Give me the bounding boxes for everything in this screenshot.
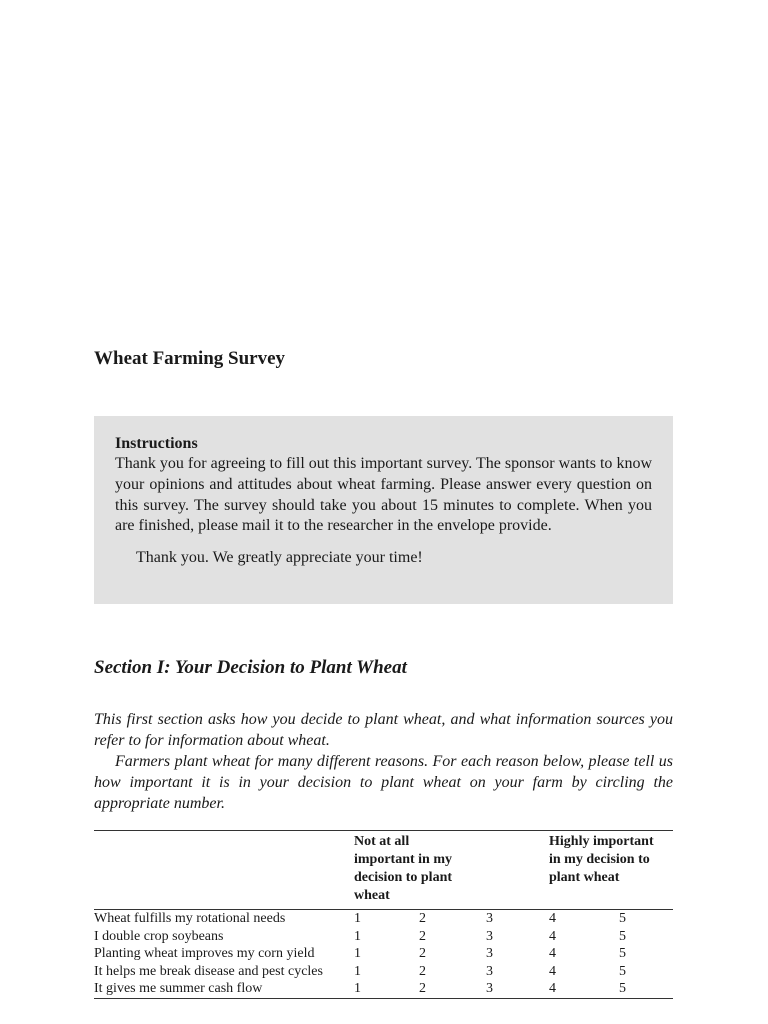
header-highly-important-text: Highly important in my decision to plant wheat <box>549 834 654 885</box>
rating-2[interactable]: 2 <box>419 946 426 961</box>
rating-5[interactable]: 5 <box>619 963 626 979</box>
table-row <box>94 928 673 946</box>
rating-3[interactable]: 3 <box>486 981 493 996</box>
page-title: Wheat Farming Survey <box>94 348 286 369</box>
rating-2[interactable]: 2 <box>419 911 426 926</box>
rating-4[interactable]: 4 <box>549 928 556 944</box>
header-highly-important <box>549 831 673 910</box>
table-header-row <box>94 831 673 910</box>
rating-2[interactable]: 2 <box>419 981 426 996</box>
table-row <box>94 945 673 963</box>
header-not-important-text: Not at all important in my decision to plant wheat <box>354 834 453 903</box>
rating-2[interactable]: 2 <box>419 963 426 979</box>
table-row <box>94 910 673 928</box>
table-row <box>94 980 673 998</box>
rating-4[interactable]: 4 <box>549 981 556 996</box>
rating-2[interactable]: 2 <box>419 928 426 944</box>
rating-1[interactable]: 1 <box>354 946 361 961</box>
header-not-important <box>354 831 486 910</box>
header-reason <box>94 831 354 910</box>
rating-1[interactable]: 1 <box>354 928 361 944</box>
instructions-heading: Instructions <box>115 435 198 452</box>
intro-paragraph-2: Farmers plant wheat for many different reasons. For each reason below, please tell us how important it is in your decision to plant wheat on your farm by circling the appropriate number. <box>94 753 673 812</box>
reason-label: It gives me summer cash flow <box>94 981 263 996</box>
rating-3[interactable]: 3 <box>486 911 493 926</box>
instructions-thanks: Thank you. We greatly appreciate your time! <box>136 549 423 567</box>
rating-5[interactable]: 5 <box>619 946 626 961</box>
rating-1[interactable]: 1 <box>354 981 361 996</box>
rating-4[interactable]: 4 <box>549 911 556 926</box>
rating-5[interactable]: 5 <box>619 928 626 944</box>
reason-label: It helps me break disease and pest cycles <box>94 963 323 979</box>
table-row <box>94 963 673 981</box>
rating-3[interactable]: 3 <box>486 946 493 961</box>
reason-label: I double crop soybeans <box>94 928 224 944</box>
importance-table <box>94 830 673 999</box>
rating-1[interactable]: 1 <box>354 963 361 979</box>
reason-label: Planting wheat improves my corn yield <box>94 946 315 961</box>
rating-1[interactable]: 1 <box>354 911 361 926</box>
reason-label: Wheat fulfills my rotational needs <box>94 911 286 926</box>
rating-3[interactable]: 3 <box>486 963 493 979</box>
intro-paragraph-1: This first section asks how you decide to plant wheat, and what information sources you refer to for information about wheat. <box>94 711 673 749</box>
section-intro <box>94 709 673 814</box>
rating-3[interactable]: 3 <box>486 928 493 944</box>
instructions-box <box>94 416 673 604</box>
section-title: Section I: Your Decision to Plant Wheat <box>94 657 407 678</box>
instructions-body: Thank you for agreeing to fill out this important survey. The sponsor wants to know your opinions and attitudes about wheat farming. Please answer every question on this survey. The survey should take you about 15 minutes to complete. When you are finished, please mail it to the researcher in the envelope provide. <box>115 455 652 535</box>
rating-4[interactable]: 4 <box>549 946 556 961</box>
rating-5[interactable]: 5 <box>619 911 626 926</box>
rating-4[interactable]: 4 <box>549 963 556 979</box>
rating-5[interactable]: 5 <box>619 981 626 996</box>
header-middle <box>486 831 549 910</box>
